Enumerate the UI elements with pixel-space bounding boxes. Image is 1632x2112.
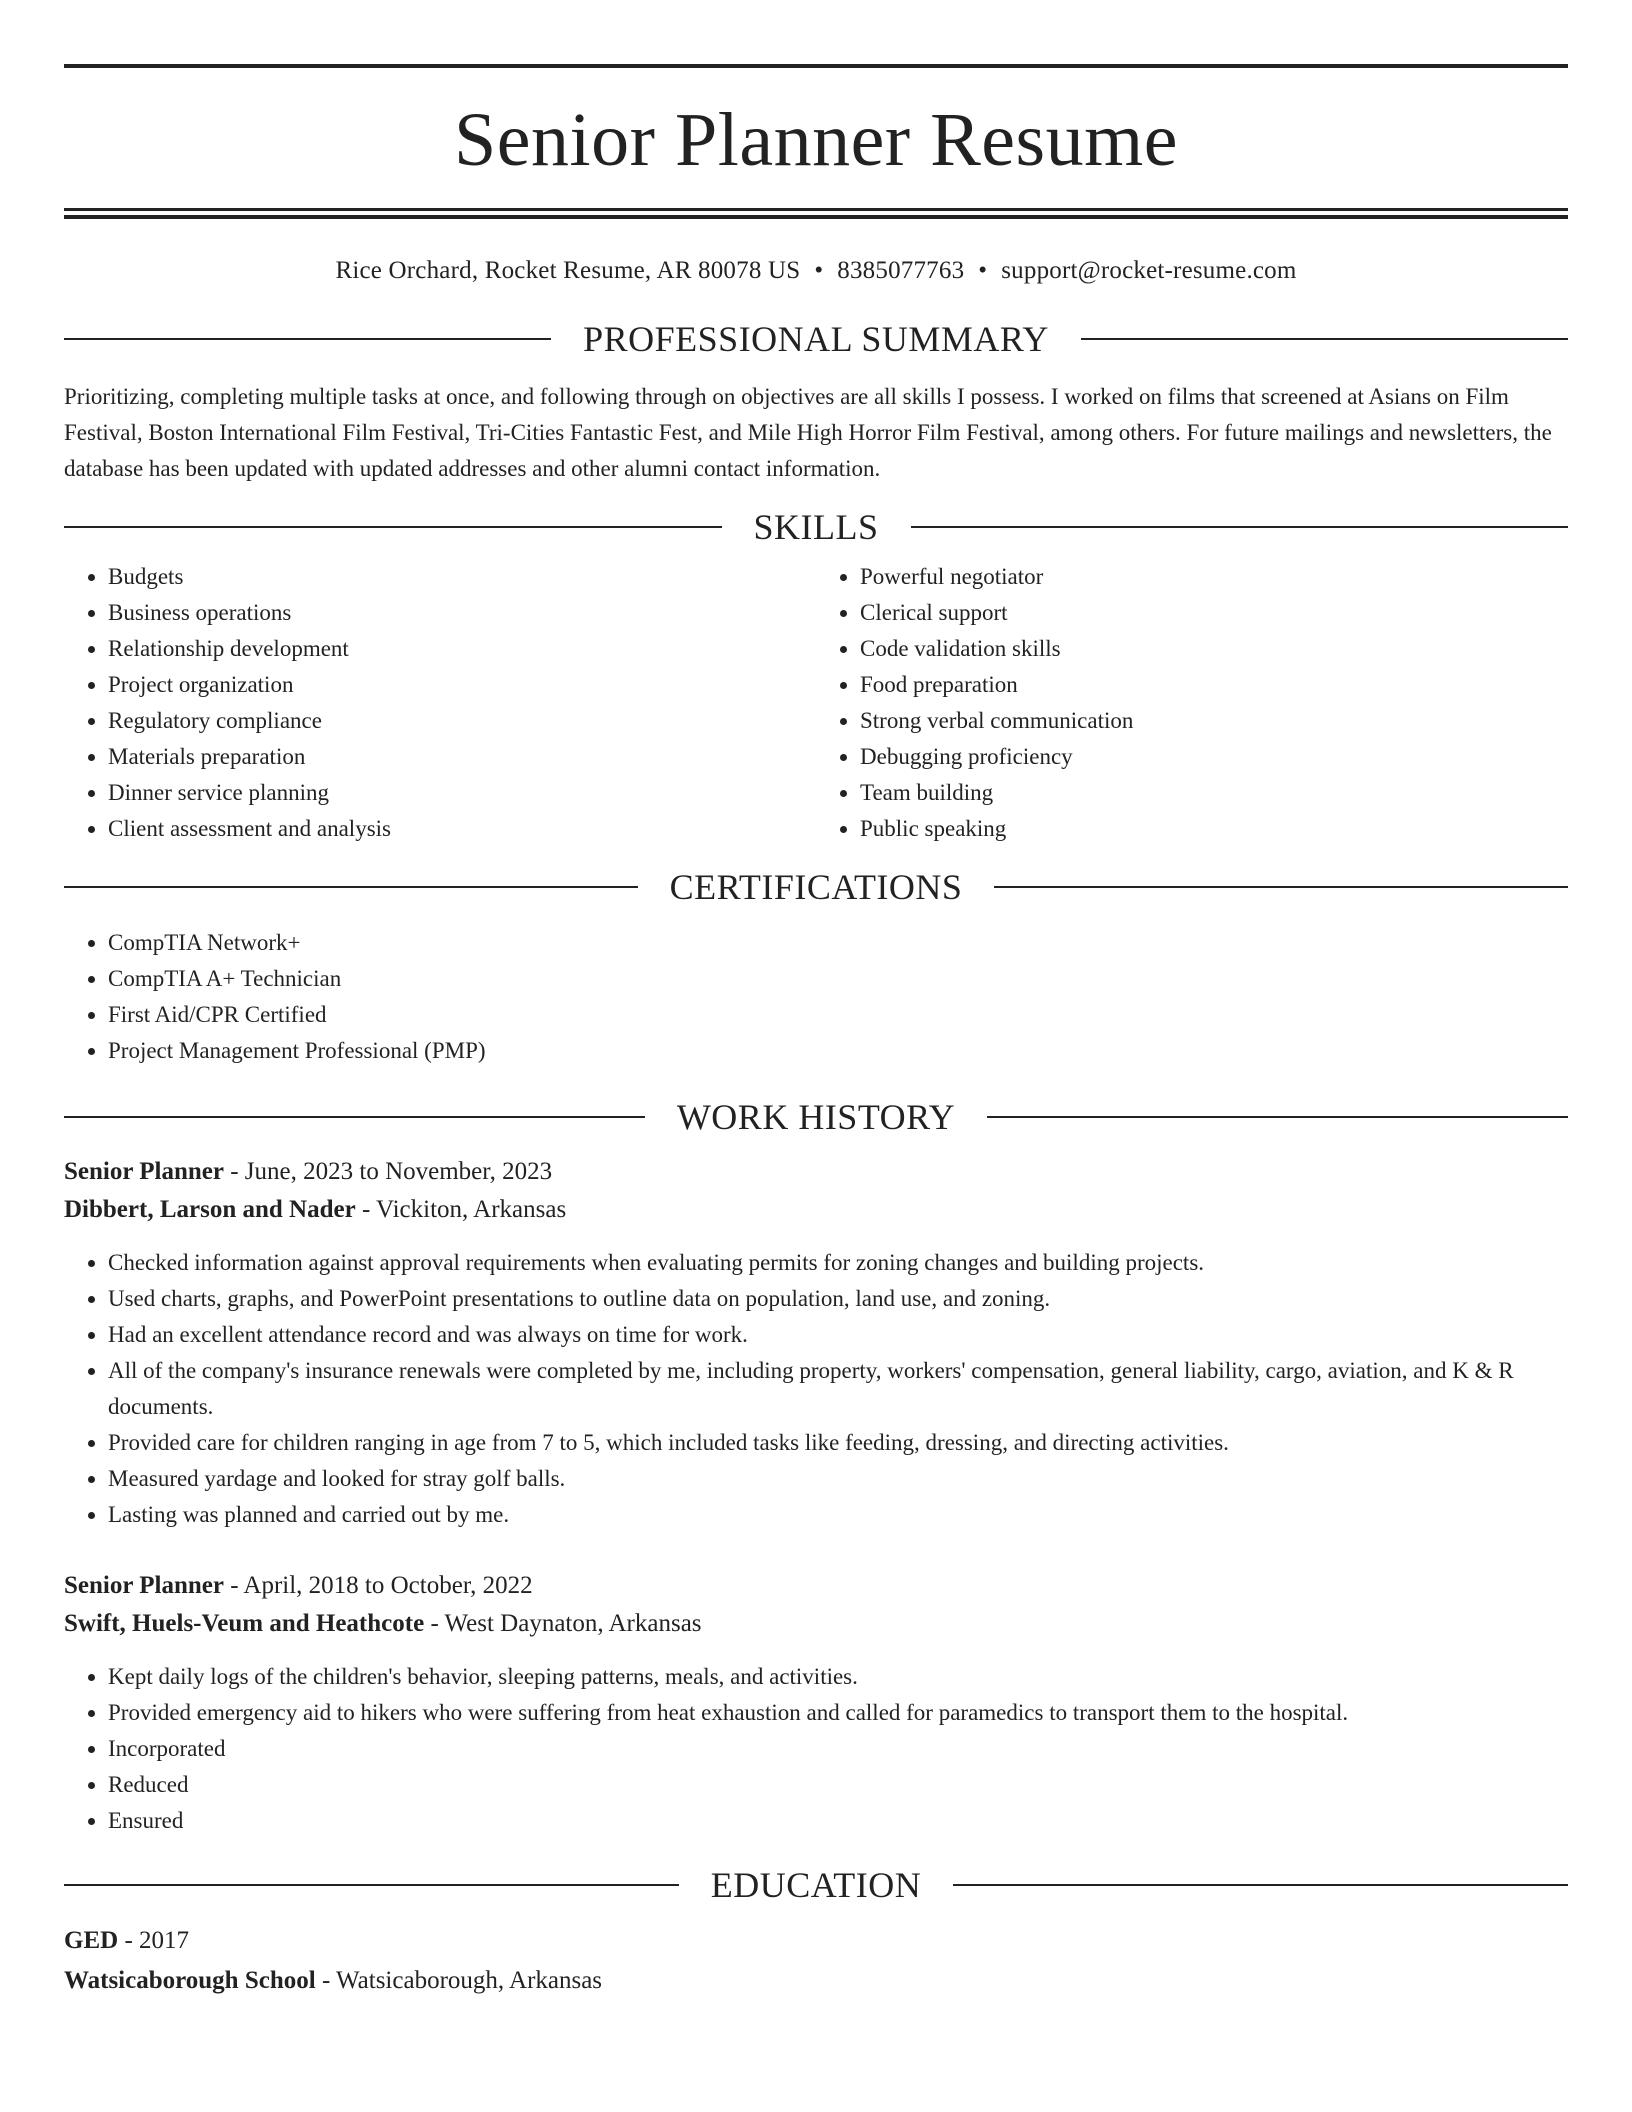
certifications-heading — [64, 869, 1568, 905]
job-bullet: • Reduced — [108, 1767, 1568, 1803]
skill-item: • Project organization — [108, 667, 816, 703]
skill-item: • Regulatory compliance — [108, 703, 816, 739]
job-title: Senior Planner — [64, 1572, 224, 1599]
skill-item: • Strong verbal communication — [860, 703, 1568, 739]
heading-rule — [994, 886, 1568, 888]
job-entry — [64, 1153, 1568, 1533]
education-year: - 2017 — [118, 1927, 190, 1954]
job-dates: - April, 2018 to October, 2022 — [223, 1572, 533, 1599]
job-company: Swift, Huels-Veum and Heathcote — [64, 1610, 425, 1637]
contact-email: support@rocket-resume.com — [1001, 257, 1297, 284]
certifications-list — [64, 925, 1568, 1069]
certification-item: • Project Management Professional (PMP) — [108, 1033, 1568, 1069]
skills-heading — [64, 509, 1568, 545]
job-dates: - June, 2023 to November, 2023 — [223, 1158, 553, 1185]
job-bullet: • All of the company's insurance renewals were completed by me, including property, workers' compensation, general liability, cargo, aviation, and K & R documents. — [108, 1353, 1568, 1425]
top-rule — [64, 64, 1568, 68]
heading-rule — [911, 526, 1569, 528]
education-degree-line — [64, 1921, 1568, 1961]
job-bullet: • Checked information against approval requirements when evaluating permits for zoning changes and building projects. — [108, 1245, 1568, 1281]
skill-item: • Powerful negotiator — [860, 559, 1568, 595]
job-location: - Vickiton, Arkansas — [355, 1196, 567, 1223]
certification-item: • First Aid/CPR Certified — [108, 997, 1568, 1033]
summary-text: Prioritizing, completing multiple tasks at once, and following through on objectives are all skills I possess. I worked on films that screened at Asians on Film Festival, Boston International Film Festival, Tri-Cities Fantastic Fest, and Mile High Horror Film Festival, among others. For future mailings and newsletters, the database has been updated with updated addresses and other alumni contact information. — [64, 384, 1552, 481]
certification-item: • CompTIA Network+ — [108, 925, 1568, 961]
certifications-heading-label: CERTIFICATIONS — [669, 867, 963, 907]
job-title: Senior Planner — [64, 1158, 224, 1185]
education-school: Watsicaborough School — [64, 1967, 316, 1994]
skill-item: • Materials preparation — [108, 739, 816, 775]
title-double-rule — [64, 208, 1568, 219]
job-bullet: • Lasting was planned and carried out by me. — [108, 1497, 1568, 1533]
skill-item: • Business operations — [108, 595, 816, 631]
heading-rule — [64, 338, 551, 340]
job-title-line — [64, 1153, 1568, 1191]
job-bullet: • Had an excellent attendance record and was always on time for work. — [108, 1317, 1568, 1353]
heading-rule — [64, 1884, 679, 1886]
skill-item: • Budgets — [108, 559, 816, 595]
job-bullets — [64, 1245, 1568, 1533]
education-heading-label: EDUCATION — [710, 1865, 922, 1905]
job-company: Dibbert, Larson and Nader — [64, 1196, 356, 1223]
skill-item: • Clerical support — [860, 595, 1568, 631]
heading-rule — [64, 1116, 645, 1118]
education-school-line — [64, 1961, 1568, 2001]
work-heading-label: WORK HISTORY — [676, 1097, 956, 1137]
skills-list-left — [64, 559, 816, 847]
skill-item: • Debugging proficiency — [860, 739, 1568, 775]
skill-item: • Food preparation — [860, 667, 1568, 703]
certification-item: • CompTIA A+ Technician — [108, 961, 1568, 997]
skill-item: • Dinner service planning — [108, 775, 816, 811]
summary-heading — [64, 321, 1568, 357]
skill-item: • Code validation skills — [860, 631, 1568, 667]
heading-rule — [64, 526, 722, 528]
job-bullets — [64, 1659, 1568, 1839]
heading-rule — [953, 1884, 1568, 1886]
job-title-line — [64, 1567, 1568, 1605]
contact-phone: 8385077763 — [837, 257, 965, 284]
job-company-line — [64, 1191, 1568, 1229]
job-bullet: • Ensured — [108, 1803, 1568, 1839]
contact-address: Rice Orchard, Rocket Resume, AR 80078 US — [335, 257, 801, 284]
skills-heading-label: SKILLS — [753, 507, 879, 547]
contact-line — [64, 257, 1568, 285]
skill-item: • Public speaking — [860, 811, 1568, 847]
job-bullet: • Provided emergency aid to hikers who were suffering from heat exhaustion and called for paramedics to transport them to the hospital. — [108, 1695, 1568, 1731]
summary-heading-label: PROFESSIONAL SUMMARY — [583, 319, 1049, 359]
education-heading — [64, 1867, 1568, 1903]
skills-list-right — [816, 559, 1568, 847]
education-location: - Watsicaborough, Arkansas — [315, 1967, 603, 1994]
work-heading — [64, 1099, 1568, 1135]
skill-item: • Team building — [860, 775, 1568, 811]
contact-separator: • — [978, 257, 988, 284]
contact-separator: • — [814, 257, 824, 284]
job-bullet: • Measured yardage and looked for stray golf balls. — [108, 1461, 1568, 1497]
job-company-line — [64, 1605, 1568, 1643]
skill-item: • Relationship development — [108, 631, 816, 667]
job-entry — [64, 1567, 1568, 1839]
heading-rule — [64, 886, 638, 888]
job-bullet: • Provided care for children ranging in age from 7 to 5, which included tasks like feeding, dressing, and directing activities. — [108, 1425, 1568, 1461]
job-bullet: • Used charts, graphs, and PowerPoint presentations to outline data on population, land use, and zoning. — [108, 1281, 1568, 1317]
job-location: - West Daynaton, Arkansas — [424, 1610, 702, 1637]
skills-grid — [64, 559, 1568, 847]
heading-rule — [1081, 338, 1568, 340]
heading-rule — [987, 1116, 1568, 1118]
job-bullet: • Kept daily logs of the children's behavior, sleeping patterns, meals, and activities. — [108, 1659, 1568, 1695]
skill-item: • Client assessment and analysis — [108, 811, 816, 847]
job-bullet: • Incorporated — [108, 1731, 1568, 1767]
education-degree: GED — [64, 1927, 119, 1954]
page-title: Senior Planner Resume — [454, 98, 1178, 182]
